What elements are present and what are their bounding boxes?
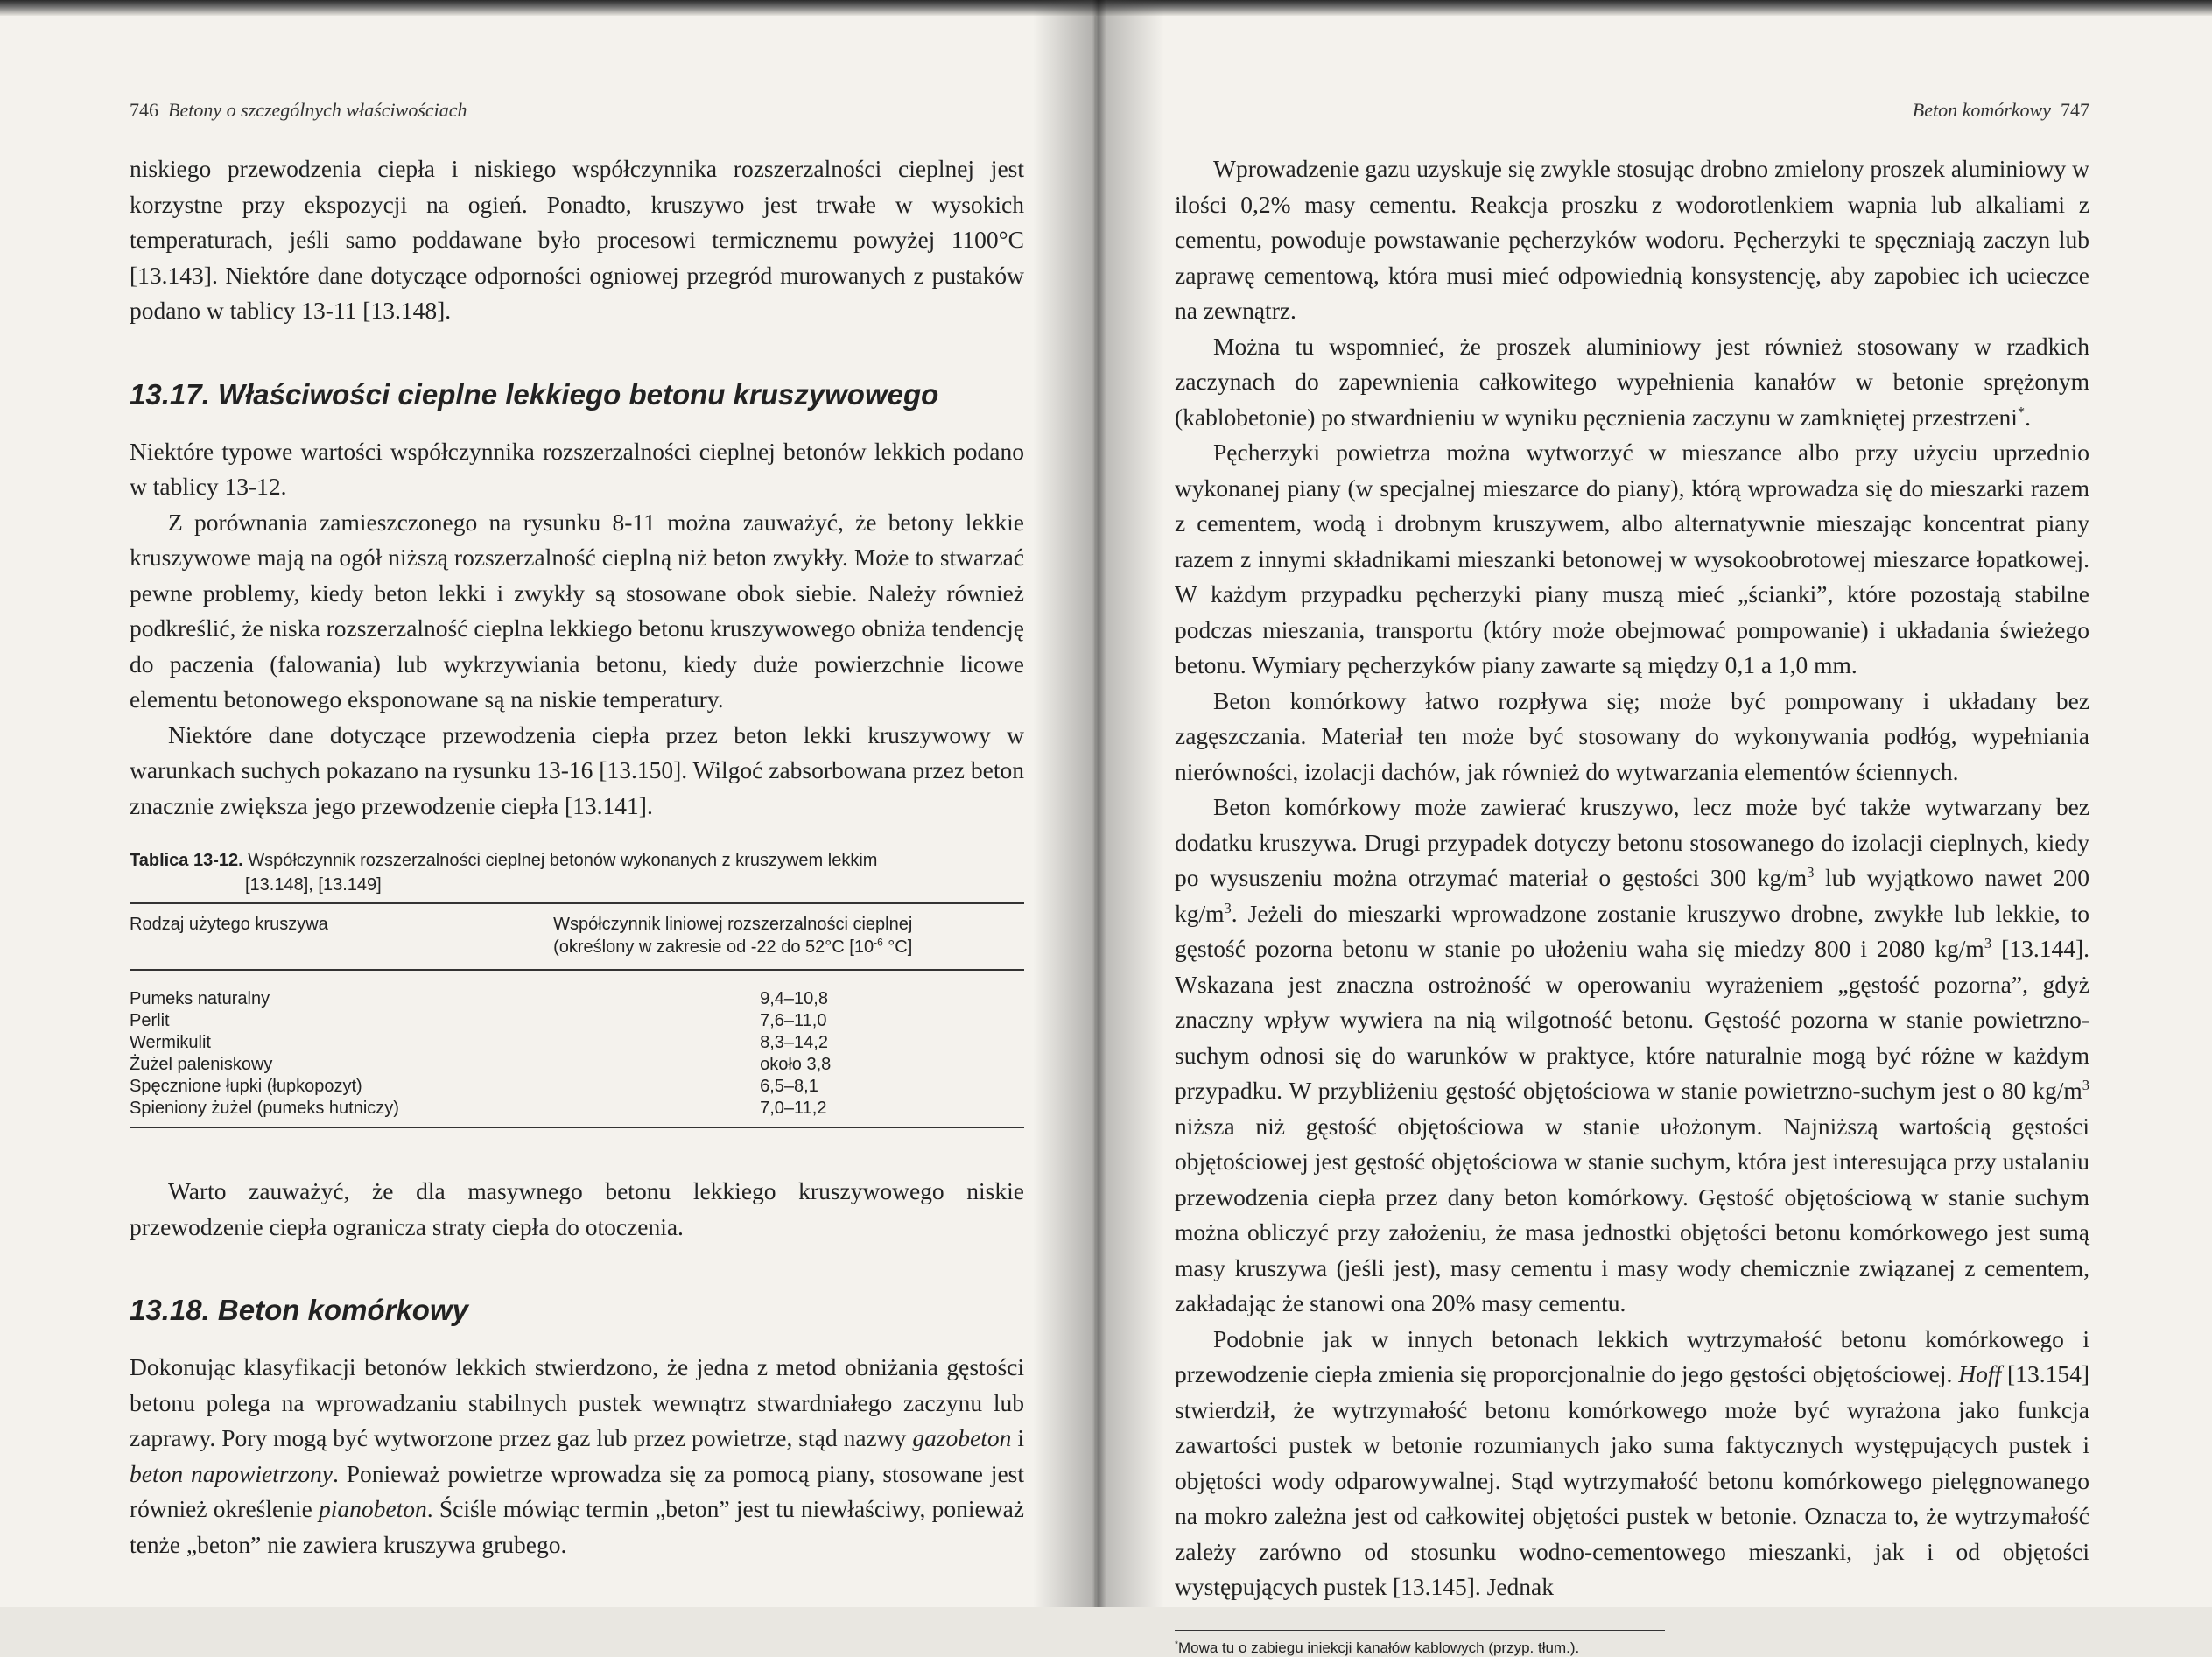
right-p5-c: . Jeżeli do mieszarki wprowadzone zostanie kruszywo drobne, zwykłe lub lekkie, to gęstość pozorna betonu w stanie po ułożeniu waha się miedzy 800 i 2080 kg/m bbox=[1175, 899, 2089, 962]
table-col2-header bbox=[541, 903, 1024, 970]
scan-top-edge bbox=[0, 0, 2212, 16]
unit-exponent: 3 bbox=[1224, 899, 1232, 916]
right-p3: Pęcherzyki powietrza można wytworzyć w mieszance albo przy użyciu uprzednio wykonanej piany (w specjalnej mieszarce do piany), którą wprowadza się do mieszarki razem z cementem, wodą i drobnym kruszywem, albo alternatywnie mieszając koncentrat piany razem z innymi składnikami mieszanki betonowej w wysokoobrotowej mieszarce łopatkowej. W każdym przypadku pęcherzyki piany muszą mieć „ścianki”, które pozostają stabilne podczas mieszania, transportu (który może obejmować pompowanie) i układania świeżego betonu. Wymiary pęcherzyków piany zawarte są między 0,1 a 1,0 mm. bbox=[1175, 439, 2089, 678]
right-p2-end: . bbox=[2025, 403, 2032, 431]
right-p4: Beton komórkowy łatwo rozpływa się; może być pompowany i układany bez zagęszczania. Materiał ten może być stosowany do wykonywania podłóg, wypełniania nierówności, izolacji dachów, jak również do wytwarzania elementów ściennych. bbox=[1175, 686, 2089, 785]
table-row bbox=[130, 1076, 1024, 1098]
s1318-text-c: . Ponieważ powietrze wprowadza się za pomocą piany, stosowane jest również określenie bbox=[130, 1459, 1024, 1522]
expansion-value: około 3,8 bbox=[760, 1055, 832, 1074]
expansion-value: 9,4–10,8 bbox=[760, 989, 828, 1008]
footnote bbox=[1175, 1639, 2089, 1657]
section-13-18-heading: 13.18. Beton komórkowy bbox=[130, 1294, 468, 1326]
section-13-17-p1: Niektóre typowe wartości współczynnika rozszerzalności cieplnej betonów lekkich podano w tablicy 13-12. bbox=[130, 437, 1024, 500]
table-col2-header-line1: Współczynnik liniowej rozszerzalności cieplnej bbox=[553, 915, 913, 934]
aggregate-name: Spęcznione łupki (łupkopozyt) bbox=[130, 1077, 362, 1096]
table-row bbox=[130, 1098, 1024, 1127]
right-p5-d: [13.144]. Wskazana jest znaczna ostrożność w operowaniu wyrażeniem „gęstość pozorna”, gdyż znaczny wpływ wywiera na nią wilgotność betonu. Gęstość pozorna w stanie powietrzno-suchym odnosi się do warunków w praktyce, które naturalnie mogą być różne w każdym przypadku. W przybliżeniu gęstość objętościowa w stanie powietrzno-suchym jest o 80 kg/m bbox=[1175, 935, 2089, 1104]
expansion-value: 8,3–14,2 bbox=[760, 1033, 828, 1052]
s1318-text-b: i bbox=[1011, 1424, 1025, 1451]
section-13-18-p1 bbox=[130, 1350, 1024, 1562]
intro-paragraph: niskiego przewodzenia ciepła i niskiego współczynnika rozszerzalności cieplnej jest korzystne przy ekspozycji na ogień. Ponadto, kruszywo jest trwałe w wysokich temperaturach, jeśli samo poddawane było procesowi termicznemu powyżej 1100°C [13.143]. Niektóre dane dotyczące odporności ogniowej przegród murowanych z pustaków podano w tablicy 13-11 [13.148]. bbox=[130, 155, 1024, 324]
table-caption bbox=[130, 848, 1024, 897]
s1318-text-a: Dokonując klasyfikacji betonów lekkich stwierdzono, że jedna z metod obniżania gęstości betonu polega na wprowadzaniu stabilnych pustek wewnątrz stwardniałego zaczynu lub zaprawy. Pory mogą być wytworzone przez gaz lub przez powietrze, stąd nazwy bbox=[130, 1353, 1024, 1451]
table-col1-header: Rodzaj użytego kruszywa bbox=[130, 903, 541, 970]
table-row bbox=[130, 1054, 1024, 1076]
table-row bbox=[130, 1032, 1024, 1054]
right-p1: Wprowadzenie gazu uzyskuje się zwykle stosując drobno zmielony proszek aluminiowy w ilości 0,2% masy cementu. Reakcja proszku z wodorotlenkiem wapnia lub alkaliami z cementu, powoduje powstawanie pęcherzyków wodoru. Pęcherzyki te spęczniają zaczyn lub zaprawę cementową, która musi mieć odpowiednią konsystencję, aby zapobiec ich ucieczce na zewnątrz. bbox=[1175, 155, 2089, 324]
right-p6 bbox=[1175, 1322, 2089, 1605]
unit-exponent: 3 bbox=[1807, 863, 1815, 881]
unit-exponent: 3 bbox=[1984, 934, 1992, 951]
right-p6-b: [13.154] stwierdził, że wytrzymałość betonu komórkowego może być wyrażona jako funkcja zawartości pustek w betonie rozumianych jako suma faktycznych występujących pustek i objętości wody odparowywalnej. Stąd wytrzymałość betonu komórkowego pielęgnowanego na mokro zależna jest od całkowitej objętości pustek w betonie. Oznacza to, że wytrzymałość zależy zarówno od stosunku wodno-cementowego mieszanki, jak i od objętości występujących pustek [13.145]. Jednak bbox=[1175, 1360, 2089, 1600]
expansion-value: 6,5–8,1 bbox=[760, 1077, 818, 1096]
table-col2-header-exp: -6 bbox=[874, 936, 883, 949]
footnote-divider bbox=[1175, 1630, 1665, 1631]
term-gazobeton: gazobeton bbox=[912, 1424, 1012, 1451]
table-row bbox=[130, 1010, 1024, 1032]
expansion-value: 7,0–11,2 bbox=[541, 1098, 1024, 1127]
right-page-number: 747 bbox=[2061, 99, 2089, 121]
aggregate-name: Spieniony żużel (pumeks hutniczy) bbox=[130, 1098, 541, 1127]
expansion-table bbox=[130, 902, 1024, 1128]
right-p5-a: Beton komórkowy może zawierać kruszywo, lecz może być także wytwarzany bez dodatku kruszywa. Drugi przypadek dotyczy betonu stosowanego do izolacji cieplnych, kiedy po wysuszeniu można otrzymać materiał o gęstości 300 kg/m bbox=[1175, 793, 2089, 891]
right-p5 bbox=[1175, 790, 2089, 1322]
aggregate-name: Żużel paleniskowy bbox=[130, 1055, 273, 1074]
expansion-value: 7,6–11,0 bbox=[760, 1011, 827, 1030]
left-header-title: Betony o szczególnych właściwościach bbox=[168, 99, 467, 121]
right-p5-b: lub wyjątkowo nawet 200 kg/m bbox=[1175, 864, 2089, 927]
footnote-text: Mowa tu o zabiegu iniekcji kanałów kablowych (przyp. tłum.). bbox=[1177, 1639, 1580, 1656]
left-running-head bbox=[130, 99, 1024, 122]
aggregate-name: Perlit bbox=[130, 1011, 170, 1030]
term-pianobeton: pianobeton bbox=[319, 1495, 427, 1522]
right-p2-text: Można tu wspomnieć, że proszek aluminiowy jest również stosowany w rzadkich zaczynach do zapewnienia całkowitego wypełnienia kanałów w betonie sprężonym (kablobetonie) po stwardnieniu w wyniku pęcznienia zaczynu w zamkniętej przestrzeni bbox=[1175, 332, 2089, 431]
footnote-ref: * bbox=[2017, 403, 2026, 420]
left-page bbox=[0, 16, 1094, 1607]
table-caption-text: Współczynnik rozszerzalności cieplnej betonów wykonanych z kruszywem lekkim bbox=[248, 851, 878, 870]
aggregate-name: Wermikulit bbox=[130, 1033, 211, 1052]
right-p2 bbox=[1175, 329, 2089, 436]
right-p5-e: niższa niż gęstość objętościowa w stanie ułożonym. Najniższą wartością gęstości objętościowej jest gęstość objętościowa w stanie suchym, która jest interesująca przy ustalaniu przewodzenia ciepła przez dany beton komórkowy. Gęstość objętościową w stanie suchym można obliczyć przy założeniu, że masa jednostki objętości betonu komórkowego jest sumą masy kruszywa (jeśli jest), masy cementu i masy wody chemicznie związanej z cementem, zakładając że stanowi ona 20% masy cementu. bbox=[1175, 1112, 2089, 1316]
after-table-paragraph: Warto zauważyć, że dla masywnego betonu lekkiego kruszywowego niskie przewodzenie ciepła ogranicza straty ciepła do otoczenia. bbox=[130, 1177, 1024, 1240]
footnote-marker: * bbox=[1175, 1639, 1178, 1649]
table-caption-refs: [13.148], [13.149] bbox=[245, 875, 382, 895]
section-13-17-p2: Z porównania zamieszczonego na rysunku 8-11 można zauważyć, że betony lekkie kruszywowe mają na ogół niższą rozszerzalność cieplną niż beton zwykły. Może to stwarzać pewne problemy, kiedy beton lekki i zwykły są stosowane obok siebie. Należy również podkreślić, że niska rozszerzalność cieplna lekkiego betonu kruszywowego obniża tendencję do paczenia (falowania) lub wykrzywiania betonu, kiedy duże powierzchnie licowe elementu betonowego eksponowane są na niskie temperatury. bbox=[130, 508, 1024, 713]
right-page bbox=[1096, 16, 2212, 1656]
unit-exponent: 3 bbox=[2082, 1076, 2089, 1093]
table-col2-header-line2: (określony w zakresie od -22 do 52°C [10 bbox=[553, 937, 874, 957]
table-caption-label: Tablica 13-12. bbox=[130, 851, 243, 870]
author-hoff: Hoff bbox=[1958, 1360, 2002, 1387]
left-page-number: 746 bbox=[130, 99, 158, 121]
table-col2-header-unit: °C] bbox=[882, 937, 913, 957]
aggregate-name: Pumeks naturalny bbox=[130, 989, 270, 1008]
section-13-17-heading: 13.17. Właściwości cieplne lekkiego betonu kruszywowego bbox=[130, 377, 939, 411]
right-header-title: Beton komórkowy bbox=[1912, 99, 2051, 121]
term-beton-napowietrzony: beton napowietrzony bbox=[130, 1459, 333, 1487]
s1318-text-d: . Ściśle mówiąc termin „beton” jest tu niewłaściwy, ponieważ tenże „beton” nie zawiera kruszywa grubego. bbox=[130, 1495, 1024, 1558]
section-13-17-p3: Niektóre dane dotyczące przewodzenia ciepła przez beton lekki kruszywowy w warunkach suchych pokazano na rysunku 13-16 [13.150]. Wilgoć zabsorbowana przez beton znacznie zwiększa jego przewodzenie ciepła [13.141]. bbox=[130, 720, 1024, 819]
table-row bbox=[130, 970, 1024, 1010]
right-running-head bbox=[1175, 99, 2089, 122]
right-p6-a: Podobnie jak w innych betonach lekkich wytrzymałość betonu komórkowego i przewodzenie ciepła zmienia się proporcjonalnie do jego gęstości objętościowej. bbox=[1175, 1324, 2089, 1387]
